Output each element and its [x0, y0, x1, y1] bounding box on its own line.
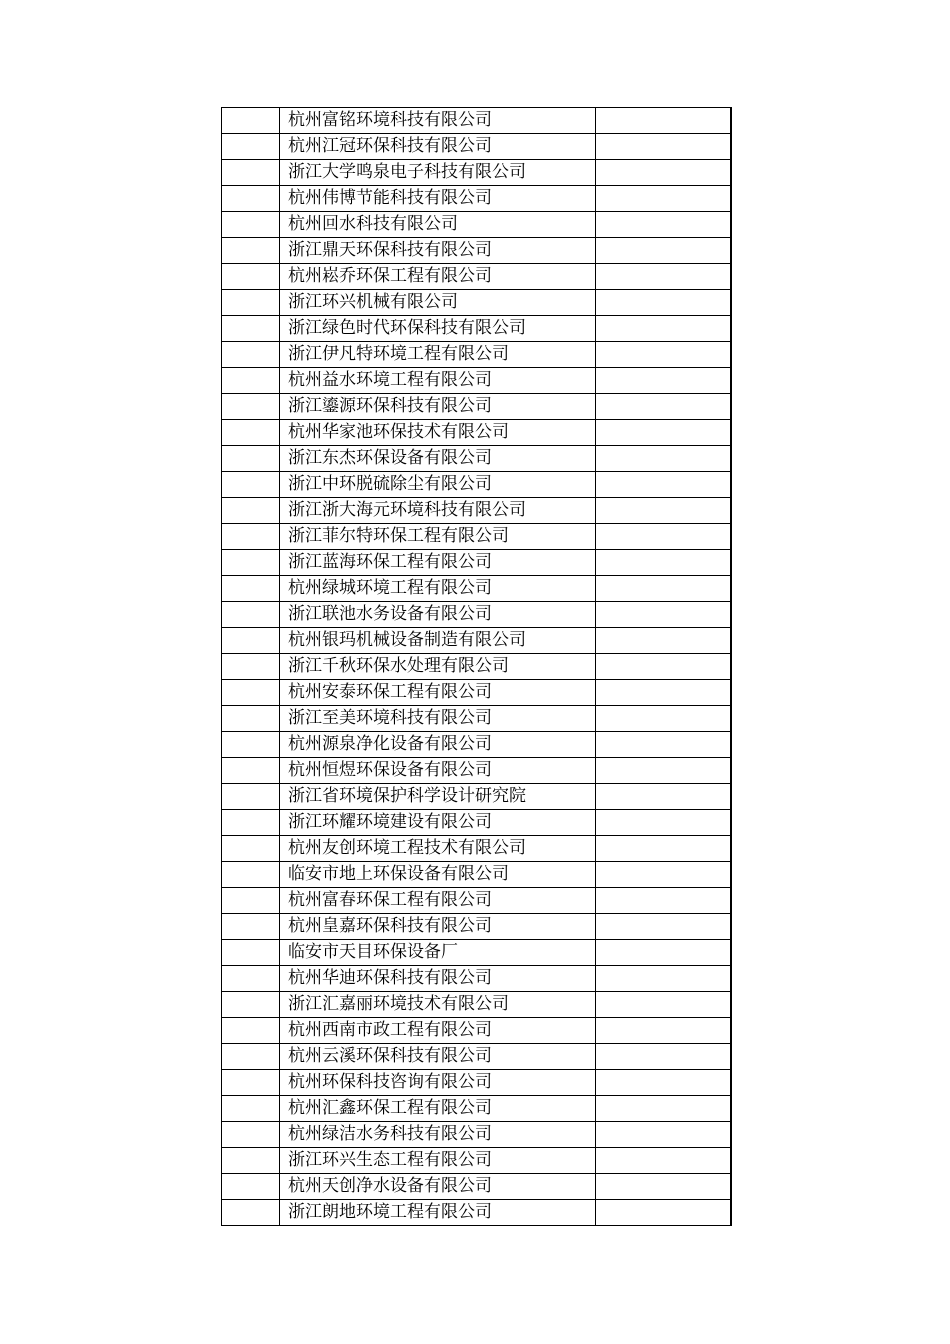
- company-name-cell: 杭州银玛机械设备制造有限公司: [280, 628, 596, 654]
- row-index-cell: [222, 1174, 280, 1200]
- table-row: [222, 394, 731, 420]
- row-index-cell: [222, 758, 280, 784]
- row-extra-cell: [596, 186, 731, 212]
- table-row: [222, 1174, 731, 1200]
- company-name-cell: 浙江省环境保护科学设计研究院: [280, 784, 596, 810]
- row-index-cell: [222, 914, 280, 940]
- table-row: [222, 732, 731, 758]
- company-name-cell: 杭州绿城环境工程有限公司: [280, 576, 596, 602]
- table-row: [222, 992, 731, 1018]
- row-index-cell: [222, 290, 280, 316]
- row-index-cell: [222, 1044, 280, 1070]
- company-name-cell: 浙江大学鸣泉电子科技有限公司: [280, 160, 596, 186]
- table-row: [222, 680, 731, 706]
- row-index-cell: [222, 394, 280, 420]
- company-name-cell: 杭州绿洁水务科技有限公司: [280, 1122, 596, 1148]
- table-row: [222, 316, 731, 342]
- row-extra-cell: [596, 1174, 731, 1200]
- row-extra-cell: [596, 1096, 731, 1122]
- company-name-cell: 杭州伟博节能科技有限公司: [280, 186, 596, 212]
- row-extra-cell: [596, 732, 731, 758]
- row-extra-cell: [596, 368, 731, 394]
- company-name-cell: 临安市天目环保设备厂: [280, 940, 596, 966]
- row-extra-cell: [596, 550, 731, 576]
- company-name-cell: 浙江环兴机械有限公司: [280, 290, 596, 316]
- table-row: [222, 914, 731, 940]
- table-row: [222, 1096, 731, 1122]
- table-row: [222, 524, 731, 550]
- row-extra-cell: [596, 394, 731, 420]
- row-extra-cell: [596, 108, 731, 134]
- company-name-cell: 杭州云溪环保科技有限公司: [280, 1044, 596, 1070]
- row-index-cell: [222, 1122, 280, 1148]
- row-extra-cell: [596, 706, 731, 732]
- company-name-cell: 杭州益水环境工程有限公司: [280, 368, 596, 394]
- table-row: [222, 1148, 731, 1174]
- company-name-cell: 杭州友创环境工程技术有限公司: [280, 836, 596, 862]
- row-index-cell: [222, 368, 280, 394]
- company-name-cell: 杭州华家池环保技术有限公司: [280, 420, 596, 446]
- row-extra-cell: [596, 212, 731, 238]
- table-row: [222, 836, 731, 862]
- row-index-cell: [222, 1070, 280, 1096]
- company-name-cell: 浙江联池水务设备有限公司: [280, 602, 596, 628]
- row-extra-cell: [596, 992, 731, 1018]
- company-name-cell: 浙江浙大海元环境科技有限公司: [280, 498, 596, 524]
- row-extra-cell: [596, 1070, 731, 1096]
- company-list-body: [222, 108, 731, 1226]
- row-index-cell: [222, 108, 280, 134]
- company-name-cell: 浙江绿色时代环保科技有限公司: [280, 316, 596, 342]
- table-row: [222, 862, 731, 888]
- row-index-cell: [222, 836, 280, 862]
- row-extra-cell: [596, 160, 731, 186]
- row-extra-cell: [596, 810, 731, 836]
- row-extra-cell: [596, 654, 731, 680]
- company-name-cell: 杭州安泰环保工程有限公司: [280, 680, 596, 706]
- row-index-cell: [222, 810, 280, 836]
- row-extra-cell: [596, 1122, 731, 1148]
- table-row: [222, 498, 731, 524]
- company-name-cell: 杭州皇嘉环保科技有限公司: [280, 914, 596, 940]
- company-name-cell: 杭州富铭环境科技有限公司: [280, 108, 596, 134]
- table-row: [222, 940, 731, 966]
- table-row: [222, 888, 731, 914]
- row-index-cell: [222, 316, 280, 342]
- row-index-cell: [222, 680, 280, 706]
- table-row: [222, 446, 731, 472]
- row-extra-cell: [596, 446, 731, 472]
- company-name-cell: 杭州源泉净化设备有限公司: [280, 732, 596, 758]
- row-index-cell: [222, 784, 280, 810]
- company-name-cell: 浙江蓝海环保工程有限公司: [280, 550, 596, 576]
- company-name-cell: 浙江鼎天环保科技有限公司: [280, 238, 596, 264]
- row-index-cell: [222, 628, 280, 654]
- company-name-cell: 浙江千秋环保水处理有限公司: [280, 654, 596, 680]
- row-index-cell: [222, 212, 280, 238]
- row-extra-cell: [596, 498, 731, 524]
- table-row: [222, 810, 731, 836]
- company-name-cell: 杭州汇鑫环保工程有限公司: [280, 1096, 596, 1122]
- row-extra-cell: [596, 238, 731, 264]
- row-extra-cell: [596, 1148, 731, 1174]
- row-extra-cell: [596, 940, 731, 966]
- row-index-cell: [222, 342, 280, 368]
- table-row: [222, 654, 731, 680]
- table-row: [222, 420, 731, 446]
- row-index-cell: [222, 940, 280, 966]
- company-name-cell: 浙江菲尔特环保工程有限公司: [280, 524, 596, 550]
- row-index-cell: [222, 1200, 280, 1226]
- table-row: [222, 576, 731, 602]
- table-row: [222, 1018, 731, 1044]
- row-extra-cell: [596, 1044, 731, 1070]
- table-row: [222, 290, 731, 316]
- row-index-cell: [222, 498, 280, 524]
- table-row: [222, 1200, 731, 1226]
- row-extra-cell: [596, 264, 731, 290]
- row-extra-cell: [596, 290, 731, 316]
- row-index-cell: [222, 706, 280, 732]
- row-extra-cell: [596, 914, 731, 940]
- row-extra-cell: [596, 576, 731, 602]
- row-extra-cell: [596, 524, 731, 550]
- company-name-cell: 杭州天创净水设备有限公司: [280, 1174, 596, 1200]
- row-extra-cell: [596, 316, 731, 342]
- table-row: [222, 602, 731, 628]
- row-index-cell: [222, 446, 280, 472]
- row-index-cell: [222, 160, 280, 186]
- row-index-cell: [222, 186, 280, 212]
- row-index-cell: [222, 654, 280, 680]
- company-name-cell: 浙江东杰环保设备有限公司: [280, 446, 596, 472]
- row-extra-cell: [596, 836, 731, 862]
- table-row: [222, 108, 731, 134]
- row-extra-cell: [596, 472, 731, 498]
- row-extra-cell: [596, 602, 731, 628]
- table-row: [222, 706, 731, 732]
- company-name-cell: 杭州华迪环保科技有限公司: [280, 966, 596, 992]
- company-name-cell: 浙江鎏源环保科技有限公司: [280, 394, 596, 420]
- table-row: [222, 550, 731, 576]
- row-index-cell: [222, 524, 280, 550]
- row-extra-cell: [596, 966, 731, 992]
- row-index-cell: [222, 134, 280, 160]
- company-name-cell: 杭州环保科技咨询有限公司: [280, 1070, 596, 1096]
- row-index-cell: [222, 1018, 280, 1044]
- row-index-cell: [222, 264, 280, 290]
- table-row: [222, 264, 731, 290]
- row-extra-cell: [596, 134, 731, 160]
- table-row: [222, 1044, 731, 1070]
- row-extra-cell: [596, 420, 731, 446]
- table-row: [222, 342, 731, 368]
- company-name-cell: 浙江朗地环境工程有限公司: [280, 1200, 596, 1226]
- company-name-cell: 浙江伊凡特环境工程有限公司: [280, 342, 596, 368]
- row-extra-cell: [596, 1200, 731, 1226]
- row-index-cell: [222, 576, 280, 602]
- row-index-cell: [222, 862, 280, 888]
- company-name-cell: 浙江环耀环境建设有限公司: [280, 810, 596, 836]
- table-row: [222, 368, 731, 394]
- row-extra-cell: [596, 1018, 731, 1044]
- table-row: [222, 628, 731, 654]
- company-name-cell: 杭州江冠环保科技有限公司: [280, 134, 596, 160]
- row-index-cell: [222, 966, 280, 992]
- row-index-cell: [222, 888, 280, 914]
- row-index-cell: [222, 1148, 280, 1174]
- row-index-cell: [222, 550, 280, 576]
- company-name-cell: 浙江汇嘉丽环境技术有限公司: [280, 992, 596, 1018]
- table-row: [222, 966, 731, 992]
- table-row: [222, 1122, 731, 1148]
- table-row: [222, 472, 731, 498]
- company-name-cell: 临安市地上环保设备有限公司: [280, 862, 596, 888]
- table-row: [222, 186, 731, 212]
- row-extra-cell: [596, 680, 731, 706]
- table-row: [222, 758, 731, 784]
- row-extra-cell: [596, 784, 731, 810]
- row-extra-cell: [596, 888, 731, 914]
- row-index-cell: [222, 238, 280, 264]
- row-index-cell: [222, 420, 280, 446]
- row-index-cell: [222, 1096, 280, 1122]
- table-row: [222, 238, 731, 264]
- row-extra-cell: [596, 758, 731, 784]
- company-name-cell: 杭州富春环保工程有限公司: [280, 888, 596, 914]
- company-name-cell: 杭州崧乔环保工程有限公司: [280, 264, 596, 290]
- row-extra-cell: [596, 862, 731, 888]
- table-row: [222, 134, 731, 160]
- company-name-cell: 浙江中环脱硫除尘有限公司: [280, 472, 596, 498]
- company-name-cell: 杭州西南市政工程有限公司: [280, 1018, 596, 1044]
- table-row: [222, 212, 731, 238]
- table-row: [222, 784, 731, 810]
- row-index-cell: [222, 472, 280, 498]
- row-extra-cell: [596, 342, 731, 368]
- company-name-cell: 浙江至美环境科技有限公司: [280, 706, 596, 732]
- company-name-cell: 浙江环兴生态工程有限公司: [280, 1148, 596, 1174]
- company-name-cell: 杭州恒煜环保设备有限公司: [280, 758, 596, 784]
- company-list-table: [221, 107, 732, 1226]
- table-row: [222, 1070, 731, 1096]
- row-index-cell: [222, 732, 280, 758]
- company-name-cell: 杭州回水科技有限公司: [280, 212, 596, 238]
- row-index-cell: [222, 602, 280, 628]
- row-index-cell: [222, 992, 280, 1018]
- table-row: [222, 160, 731, 186]
- row-extra-cell: [596, 628, 731, 654]
